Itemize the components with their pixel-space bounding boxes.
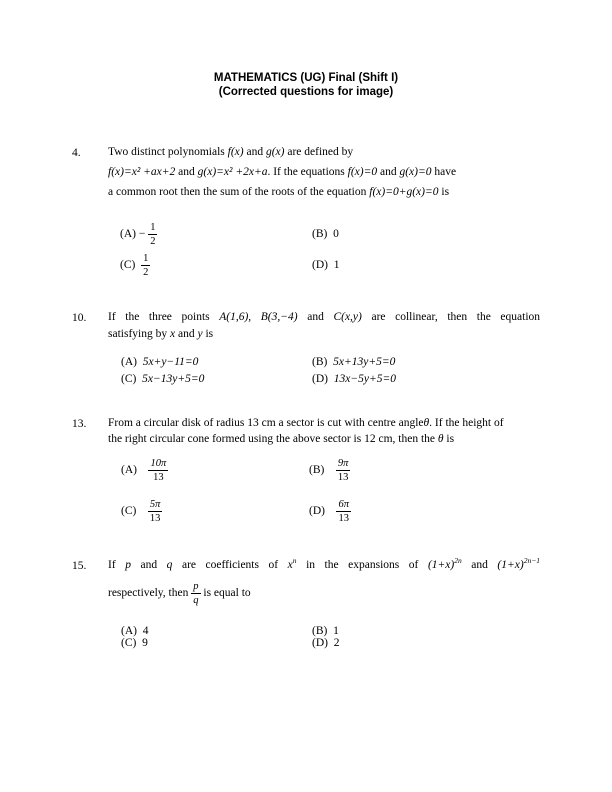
- fraction: $\frac{6\pi}{13}$: [338, 498, 349, 524]
- option-c[interactable]: (C) $\frac{1}{2}$: [120, 252, 149, 278]
- option-c[interactable]: (C) 9: [121, 637, 148, 649]
- x-power-n: $x^n$: [287, 556, 297, 571]
- option-c[interactable]: (C) 5x−13y+5=0: [121, 373, 205, 385]
- question-text-line1: If the three points A(1,6), B(3,−4) and C(x,y) are collinear, then the equation: [108, 311, 541, 323]
- document-subtitle: (Corrected questions for image): [218, 86, 394, 98]
- question-number: 15.: [72, 560, 87, 572]
- option-b[interactable]: (B) 0: [312, 228, 339, 240]
- option-d[interactable]: (D) $\frac{6\pi}{13}$: [309, 498, 349, 524]
- option-d[interactable]: (D) 2: [312, 637, 340, 649]
- expansion-1: $(1+x)^{2n}$: [427, 556, 462, 571]
- question-text-line3: a common root then the sum of the roots of the equation f(x)=0+g(x)=0 is: [108, 186, 450, 198]
- question-text-line1: Two distinct polynomials f(x) and g(x) are defined by: [108, 146, 354, 158]
- question-number: 4.: [72, 147, 81, 159]
- fraction: $\frac{5\pi}{13}$: [149, 498, 161, 524]
- fraction-p-over-q: $\frac{p}{q}$: [193, 580, 199, 606]
- fraction: $\frac{9\pi}{13}$: [337, 457, 349, 483]
- option-d[interactable]: (D) 1: [312, 259, 340, 271]
- fraction: $\frac{1}{2}$: [150, 221, 156, 247]
- option-a[interactable]: (A) 5x+y−11=0: [121, 356, 199, 368]
- question-text-line2: satisfying by x and y is: [108, 328, 214, 340]
- question-text-line2: f(x)=x² +ax+2 and g(x)=x² +2x+a. If the equations f(x)=0 and g(x)=0 have: [108, 166, 457, 178]
- question-text-line2: respectively, then $\frac{p}{q}$ is equal to: [108, 580, 251, 606]
- option-a[interactable]: (A) 4: [121, 625, 149, 637]
- question-text-line2: the right circular cone formed using the above sector is 12 cm, then the θ is: [108, 433, 455, 445]
- option-b[interactable]: (B) 5x+13y+5=0: [312, 356, 396, 368]
- option-b[interactable]: (B) 1: [312, 625, 339, 637]
- option-b[interactable]: (B) $\frac{9\pi}{13}$: [309, 457, 349, 483]
- option-a[interactable]: (A) − $\frac{1}{2}$: [120, 221, 156, 247]
- fraction: $\frac{1}{2}$: [143, 252, 149, 278]
- option-d[interactable]: (D) 13x−5y+5=0: [312, 373, 396, 385]
- expansion-2: $(1+x)^{2n-1}$: [497, 556, 541, 571]
- option-a[interactable]: (A) $\frac{10\pi}{13}$: [121, 457, 167, 483]
- fraction: $\frac{10\pi}{13}$: [150, 457, 167, 483]
- document-title: MATHEMATICS (UG) Final (Shift I): [213, 72, 399, 84]
- option-c[interactable]: (C) $\frac{5\pi}{13}$: [121, 498, 161, 524]
- question-number: 10.: [72, 312, 87, 324]
- question-text-line1: From a circular disk of radius 13 cm a sector is cut with centre angleθ. If the height of: [108, 417, 504, 429]
- question-number: 13.: [72, 418, 87, 430]
- question-text-line1: If p and q are coefficients of $x^n$ in the expansions of $(1+x)^{2n}$ and $(1+x)^{2n-1}$: [108, 556, 541, 571]
